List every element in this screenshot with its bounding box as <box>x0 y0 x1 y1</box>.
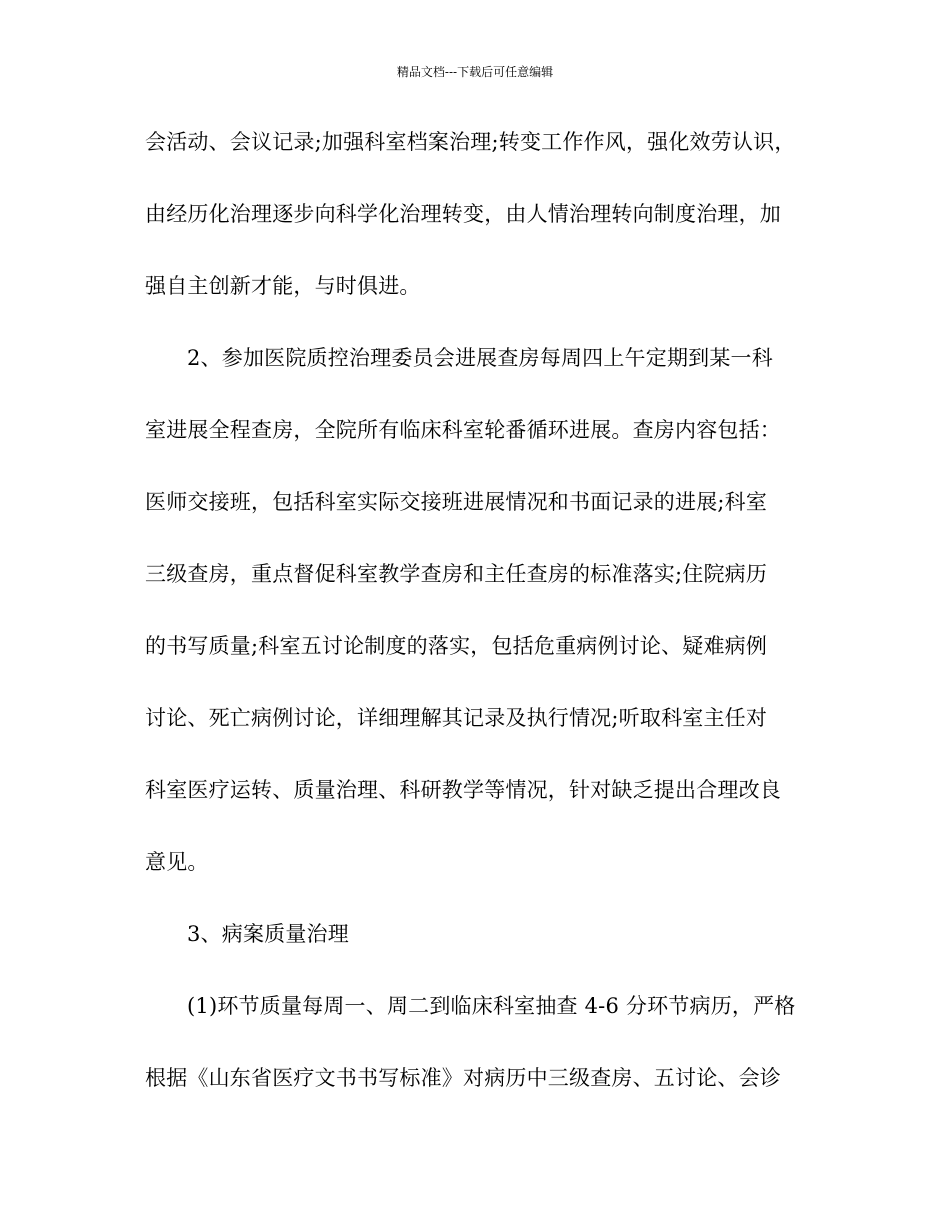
paragraph-line: 强自主创新才能，与时俱进。 <box>145 274 421 298</box>
document-body <box>145 118 825 1126</box>
page-header: 精品文档---下载后可任意编辑 <box>396 65 554 79</box>
paragraph-line: 的书写质量;科室五讨论制度的落实，包括危重病例讨论、疑难病例 <box>145 634 768 658</box>
paragraph-line: 由经历化治理逐步向科学化治理转变，由人情治理转向制度治理，加 <box>145 202 781 226</box>
paragraph-line: 意见。 <box>145 850 209 874</box>
paragraph-line: 根据《山东省医疗文书书写标准》对病历中三级查房、五讨论、会诊 <box>145 1066 781 1090</box>
paragraph-line: (1)环节质量每周一、周二到临床科室抽查 4-6 分环节病历，严格 <box>187 994 796 1018</box>
paragraph-line: 会活动、会议记录;加强科室档案治理;转变工作作风，强化效劳认识， <box>145 130 796 154</box>
section-heading: 3、病案质量治理 <box>187 922 349 946</box>
paragraph-line: 2、参加医院质控治理委员会进展查房每周四上午定期到某一科 <box>187 346 773 370</box>
paragraph-line: 讨论、死亡病例讨论，详细理解其记录及执行情况;听取科室主任对 <box>145 706 768 730</box>
paragraph-line: 室进展全程查房，全院所有临床科室轮番循环进展。查房内容包括： <box>145 418 781 442</box>
paragraph-line: 科室医疗运转、质量治理、科研教学等情况，针对缺乏提出合理改良 <box>145 778 781 802</box>
paragraph-line: 医师交接班，包括科室实际交接班进展情况和书面记录的进展;科室 <box>145 490 768 514</box>
paragraph-line: 三级查房，重点督促科室教学查房和主任查房的标准落实;住院病历 <box>145 562 768 586</box>
